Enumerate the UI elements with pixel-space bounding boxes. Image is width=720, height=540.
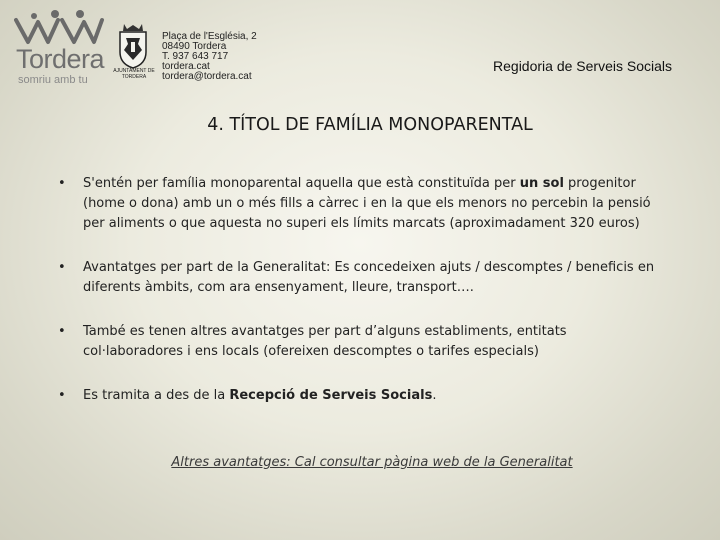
list-item-emphasis: Recepció de Serveis Socials [229, 388, 433, 403]
list-item [58, 386, 670, 406]
tordera-logo [14, 8, 106, 86]
address-website[interactable]: tordera.cat [162, 61, 210, 72]
list-item-text: Avantatges per part de la Generalitat: Es concedeixen ajuts / descomptes / beneficis en diferents àmbits, com ara ensenyament, lleure, transport…. [83, 260, 655, 295]
list-item-text: . [432, 388, 437, 403]
logo-tagline: somriu amb tu [18, 74, 88, 86]
bullet-marker: • [58, 260, 66, 275]
bullet-marker: • [58, 176, 66, 191]
department-name: Regidoria de Serveis Socials [493, 58, 672, 74]
tordera-logo-mark [14, 8, 106, 48]
logo-wordmark: Tordera [16, 44, 105, 74]
list-item-text: Es tramita a des de la [83, 388, 230, 403]
address-postcode: 08490 Tordera [162, 41, 227, 52]
bullet-marker: • [58, 388, 66, 403]
page-title: 4. TÍTOL DE FAMÍLIA MONOPARENTAL [207, 115, 533, 135]
list-item [58, 258, 670, 298]
page-header [0, 0, 720, 90]
address-block [162, 32, 257, 82]
list-item [58, 322, 670, 362]
list-item-text: S'entén per família monoparental aquella que està constituïda per [83, 176, 520, 191]
generalitat-link[interactable]: Altres avantatges: Cal consultar pàgina web de la Generalitat [171, 455, 573, 470]
seal-caption: AJUNTAMENT DE TORDERA [113, 68, 155, 80]
address-phone: T. 937 643 717 [162, 51, 229, 62]
address-street: Plaça de l'Església, 2 [162, 31, 257, 42]
list-item-text: progenitor (home o dona) amb un o més fills a càrrec i en la que els menors no percebin la pensió per aliments o que aquesta no superi els límits marcats (aproximadament 320 euros) [83, 176, 651, 231]
list-item [58, 174, 670, 234]
address-email[interactable]: tordera@tordera.cat [162, 71, 252, 82]
info-list [58, 174, 670, 406]
list-item-text: També es tenen altres avantatges per part d’alguns establiments, entitats col·laboradores i ens locals (ofereixen descomptes o tarifes especials) [83, 324, 567, 359]
list-item-emphasis: un sol [519, 176, 564, 191]
bullet-marker: • [58, 324, 66, 339]
